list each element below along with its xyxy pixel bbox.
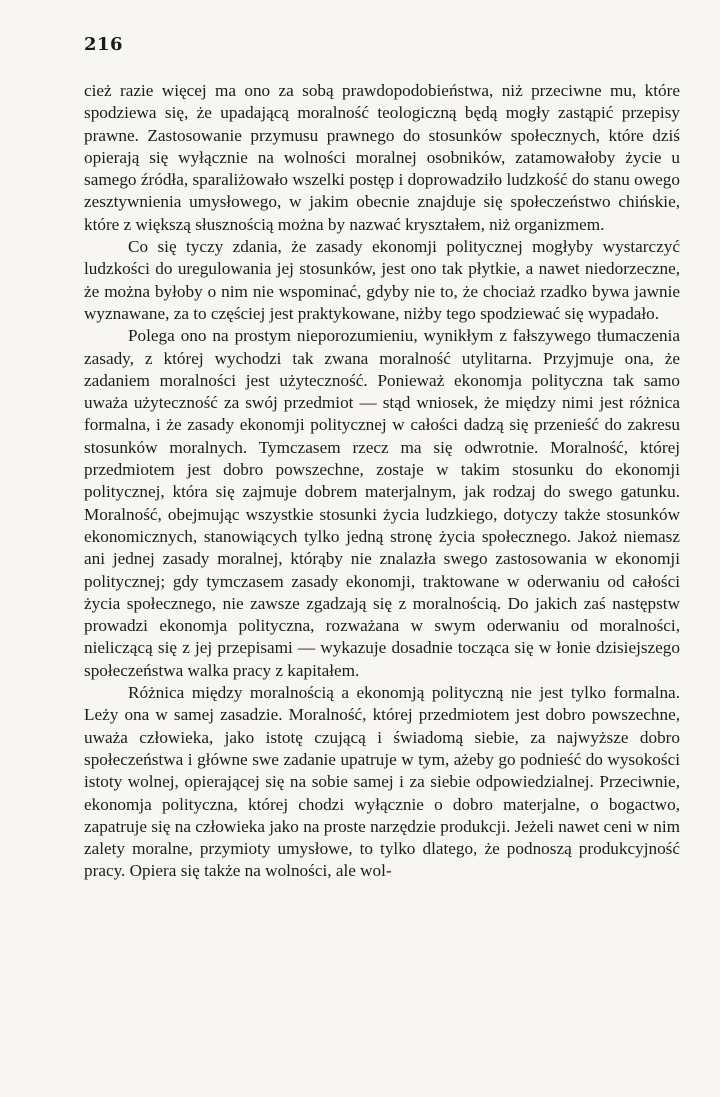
page-number: 216 [84, 34, 124, 55]
paragraph: Co się tyczy zdania, że zasady ekonomji politycznej mogłyby wystarczyć ludzkości do uregulowania jej stosunków, jest ono tak płytkie, a nawet niedorzeczne, że można byłoby o nim nie wspominać, gdyby nie to, że chociaż rzadko bywa jawnie wyznawane, za to częściej jest praktykowane, niżby tego spodziewać się wypadało. [84, 237, 680, 323]
paragraph: cież razie więcej ma ono za sobą prawdopodobieństwa, niż przeciwne mu, które spodziewa się, że upadającą moralność teologiczną będą mogły zastąpić przepisy prawne. Zastosowanie przymusu prawnego do stosunków społecznych, które dziś opierają się wyłącznie na wolności moralnej osobników, zatamowałoby życie u samego źródła, sparaliżowało wszelki postęp i doprowadziło ludzkość do stanu owego zesztywnienia umysłowego, w jakim obecnie znajduje się społeczeństwo chińskie, które z większą słusznością można by nazwać kryształem, niż organizmem. [84, 81, 680, 234]
page-text [84, 80, 680, 883]
paragraph: Polega ono na prostym nieporozumieniu, wynikłym z fałszywego tłumaczenia zasady, z której wychodzi tak zwana moralność utylitarna. Przyjmuje ona, że zadaniem moralności jest użyteczność. Ponieważ ekonomja polityczna tak samo uważa użyteczność za swój przedmiot — stąd wniosek, że między nimi jest różnica formalna, i że zasady ekonomji politycznej w całości dadzą się przenieść do zakresu stosunków moralnych. Tymczasem rzecz ma się odwrotnie. Moralność, której przedmiotem jest dobro powszechne, zostaje w takim stosunku do ekonomji politycznej, która się zajmuje dobrem materjalnym, jak rodzaj do swego gatunku. Moralność, obejmując wszystkie stosunki życia ludzkiego, dotyczy także stosunków ekonomicznych, stanowiących tylko jedną stronę życia społecznego. Jakoż niemasz ani jednej zasady moralnej, którąby nie znalazła swego zastosowania w ekonomji politycznej; gdy tymczasem zasady ekonomji, traktowane w oderwaniu od całości życia społecznego, nie zawsze zgadzają się z moralnością. Do jakich zaś następstw prowadzi ekonomja polityczna, rozważana w swym oderwaniu od moralności, nieliczącą się z jej przepisami — wykazuje dosadnie tocząca się w łonie dzisiejszego społeczeństwa walka pracy z kapitałem. [84, 326, 680, 680]
paragraph: Różnica między moralnością a ekonomją polityczną nie jest tylko formalna. Leży ona w samej zasadzie. Moralność, której przedmiotem jest dobro powszechne, uważa człowieka, jako istotę czującą i świadomą siebie, za najwyższe dobro społeczeństwa i główne swe zadanie upatruje w tym, ażeby go podnieść do wysokości istoty wolnej, opierającej się na sobie samej i za siebie odpowiedzialnej. Przeciwnie, ekonomja polityczna, której chodzi wyłącznie o dobro materjalne, o bogactwo, zapatruje się na człowieka jako na proste narzędzie produkcji. Jeżeli nawet ceni w nim zalety moralne, przymioty umysłowe, to tylko dlatego, że podnoszą produkcyjność pracy. Opiera się także na wolności, ale wol- [84, 683, 680, 881]
